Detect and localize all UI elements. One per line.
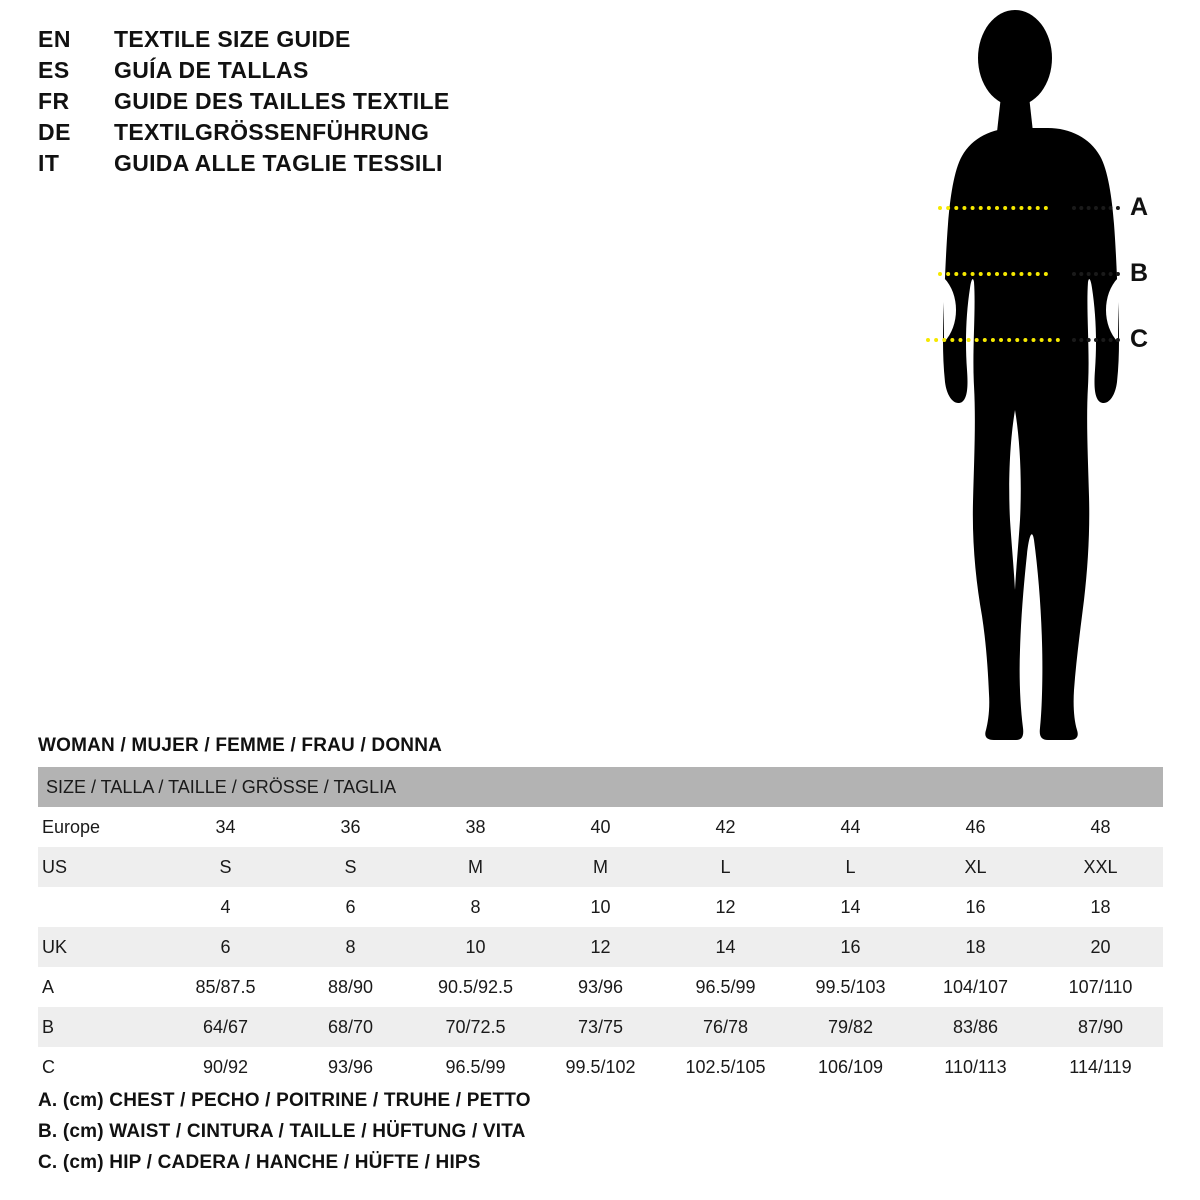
marker-label-b: B [1130,259,1149,287]
table-row [38,887,1163,927]
table-cell: 68/70 [288,1007,413,1047]
table-cell: 42 [663,807,788,847]
table-cell: 90.5/92.5 [413,967,538,1007]
table-cell: 8 [288,927,413,967]
language-code: ES [38,57,70,83]
table-cell: 104/107 [913,967,1038,1007]
table-cell: 16 [788,927,913,967]
chest-measure-line [938,206,1048,210]
table-cell: 48 [1038,807,1163,847]
table-cell: 38 [413,807,538,847]
table-cell: 36 [288,807,413,847]
table-cell: 102.5/105 [663,1047,788,1087]
table-cell: 16 [913,887,1038,927]
language-title: TEXTILE SIZE GUIDE [114,26,351,52]
table-cell: 6 [288,887,413,927]
table-cell: 6 [163,927,288,967]
legend-line-hip: C. (cm) HIP / CADERA / HANCHE / HÜFTE / HIPS [38,1152,481,1173]
table-cell: S [163,847,288,887]
table-cell: 12 [538,927,663,967]
table-cell: 87/90 [1038,1007,1163,1047]
table-cell: 90/92 [163,1047,288,1087]
language-row [38,119,598,150]
table-cell: S [288,847,413,887]
table-cell: 88/90 [288,967,413,1007]
table-cell: L [663,847,788,887]
table-row [38,807,1163,847]
table-cell: M [413,847,538,887]
body-figure-diagram [860,10,1190,750]
table-caption: WOMAN / MUJER / FEMME / FRAU / DONNA [38,735,443,756]
table-cell: 106/109 [788,1047,913,1087]
table-cell: L [788,847,913,887]
row-label: B [38,1007,163,1047]
table-cell: 83/86 [913,1007,1038,1047]
table-cell: 96.5/99 [413,1047,538,1087]
language-title: GUÍA DE TALLAS [114,57,309,83]
table-header-row [38,767,1163,807]
table-cell: 14 [663,927,788,967]
marker-label-c: C [1130,325,1149,353]
table-header-label: SIZE / TALLA / TAILLE / GRÖSSE / TAGLIA [38,767,1163,807]
female-body-silhouette-icon [900,10,1130,750]
table-cell: 10 [538,887,663,927]
table-cell: 20 [1038,927,1163,967]
table-cell: 110/113 [913,1047,1038,1087]
table-row [38,967,1163,1007]
table-cell: 10 [413,927,538,967]
table-cell: M [538,847,663,887]
language-code: EN [38,26,71,52]
waist-leader-line [1072,272,1120,276]
table-cell: 93/96 [538,967,663,1007]
table-row [38,847,1163,887]
table-cell: 64/67 [163,1007,288,1047]
table-cell: 8 [413,887,538,927]
language-title: GUIDE DES TAILLES TEXTILE [114,88,450,114]
row-label: US [38,847,163,887]
language-title: TEXTILGRÖSSENFÜHRUNG [114,119,430,145]
row-label: Europe [38,807,163,847]
language-row [38,88,598,119]
table-cell: 85/87.5 [163,967,288,1007]
table-cell: 93/96 [288,1047,413,1087]
language-row [38,150,598,181]
table-cell: 79/82 [788,1007,913,1047]
table-cell: 99.5/103 [788,967,913,1007]
language-title: GUIDA ALLE TAGLIE TESSILI [114,150,443,176]
table-row [38,1047,1163,1087]
chest-leader-line [1072,206,1120,210]
table-cell: 18 [1038,887,1163,927]
language-code: IT [38,150,60,176]
row-label: A [38,967,163,1007]
language-row [38,26,598,57]
table-cell: 12 [663,887,788,927]
language-row [38,57,598,88]
size-table [38,767,1163,1087]
row-label [38,887,163,927]
language-title-list [38,26,598,181]
language-code: DE [38,119,71,145]
table-cell: 34 [163,807,288,847]
table-cell: 18 [913,927,1038,967]
measurement-legend [38,1090,938,1183]
table-row [38,1007,1163,1047]
table-cell: 99.5/102 [538,1047,663,1087]
table-cell: 76/78 [663,1007,788,1047]
size-table-section [38,735,1163,1087]
table-cell: XL [913,847,1038,887]
table-cell: 14 [788,887,913,927]
table-row [38,927,1163,967]
table-cell: 40 [538,807,663,847]
waist-measure-line [938,272,1048,276]
table-cell: 114/119 [1038,1047,1163,1087]
marker-label-a: A [1130,193,1149,221]
table-cell: 4 [163,887,288,927]
table-cell: 46 [913,807,1038,847]
hip-leader-line [1072,338,1120,342]
hip-measure-line [926,338,1060,342]
row-label: C [38,1047,163,1087]
table-cell: XXL [1038,847,1163,887]
table-cell: 44 [788,807,913,847]
table-cell: 70/72.5 [413,1007,538,1047]
table-cell: 73/75 [538,1007,663,1047]
legend-line-chest: A. (cm) CHEST / PECHO / POITRINE / TRUHE / PETTO [38,1090,531,1111]
language-code: FR [38,88,70,114]
table-cell: 107/110 [1038,967,1163,1007]
legend-line-waist: B. (cm) WAIST / CINTURA / TAILLE / HÜFTUNG / VITA [38,1121,526,1142]
table-cell: 96.5/99 [663,967,788,1007]
row-label: UK [38,927,163,967]
